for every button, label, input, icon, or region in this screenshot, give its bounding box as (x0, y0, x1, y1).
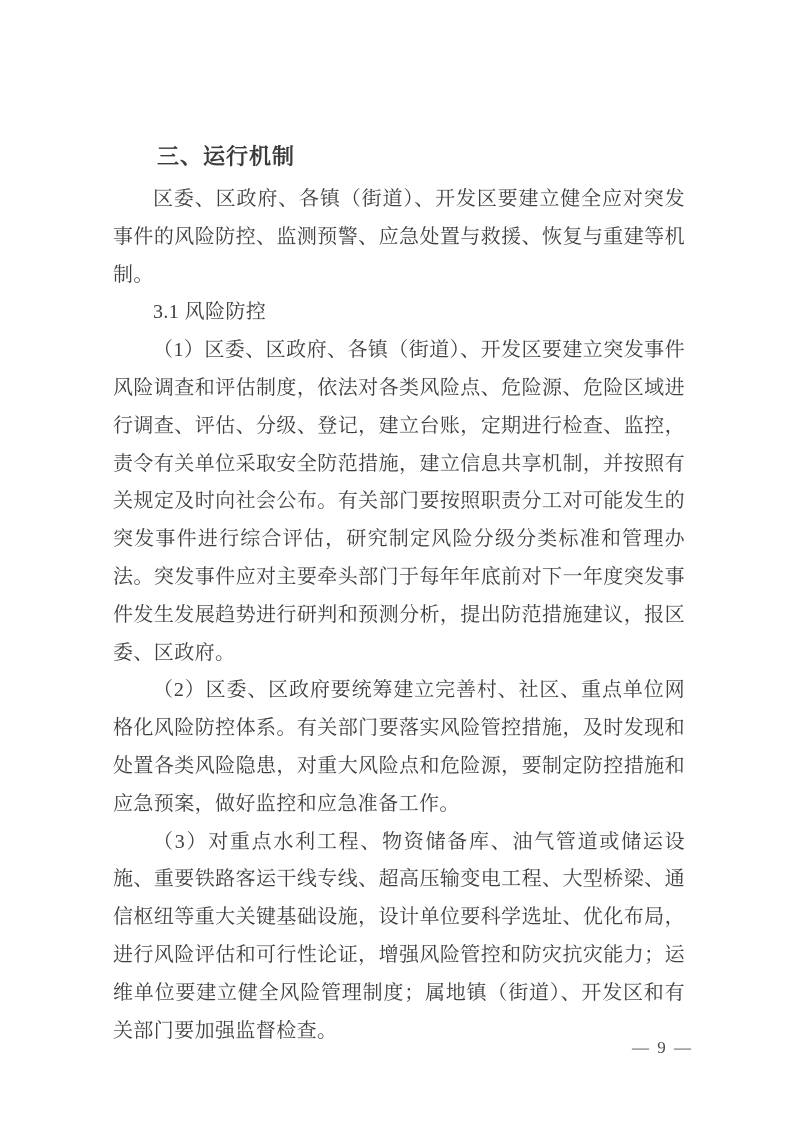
paragraph-1: （1）区委、区政府、各镇（街道）、开发区要建立突发事件风险调查和评估制度，依法对各类风险点、危险源、危险区域进行调查、评估、分级、登记，建立台账，定期进行检查、监控，责令有关单位采取安全防范措施，建立信息共享机制，并按照有关规定及时向社会公布。有关部门要按照职责分工对可能发生的突发事件进行综合评估，研究制定风险分级分类标准和管理办法。突发事件应对主要牵头部门于每年年底前对下一年度突发事件发生发展趋势进行研判和预测分析，提出防范措施建议，报区委、区政府。 (113, 339, 685, 664)
intro-paragraph: 区委、区政府、各镇（街道）、开发区要建立健全应对突发事件的风险防控、监测预警、应急处置与救援、恢复与重建等机制。 (113, 188, 685, 286)
document-content (113, 138, 685, 1050)
subsection-title: 3.1 风险防控 (153, 301, 267, 324)
paragraph-2: （2）区委、区政府要统筹建立完善村、社区、重点单位网格化风险防控体系。有关部门要落实风险管控措施，及时发现和处置各类风险隐患，对重大风险点和危险源，要制定防控措施和应急预案，做好监控和应急准备工作。 (113, 679, 685, 815)
page-number: — 9 — (632, 1038, 693, 1057)
paragraph-3: （3）对重点水利工程、物资储备库、油气管道或储运设施、重要铁路客运干线专线、超高压输变电工程、大型桥梁、通信枢纽等重大关键基础设施，设计单位要科学选址、优化布局，进行风险评估和可行性论证，增强风险管控和防灾抗灾能力；运维单位要建立健全风险管理制度；属地镇（街道）、开发区和有关部门要加强监督检查。 (113, 830, 685, 1042)
section-title: 三、运行机制 (157, 144, 296, 169)
